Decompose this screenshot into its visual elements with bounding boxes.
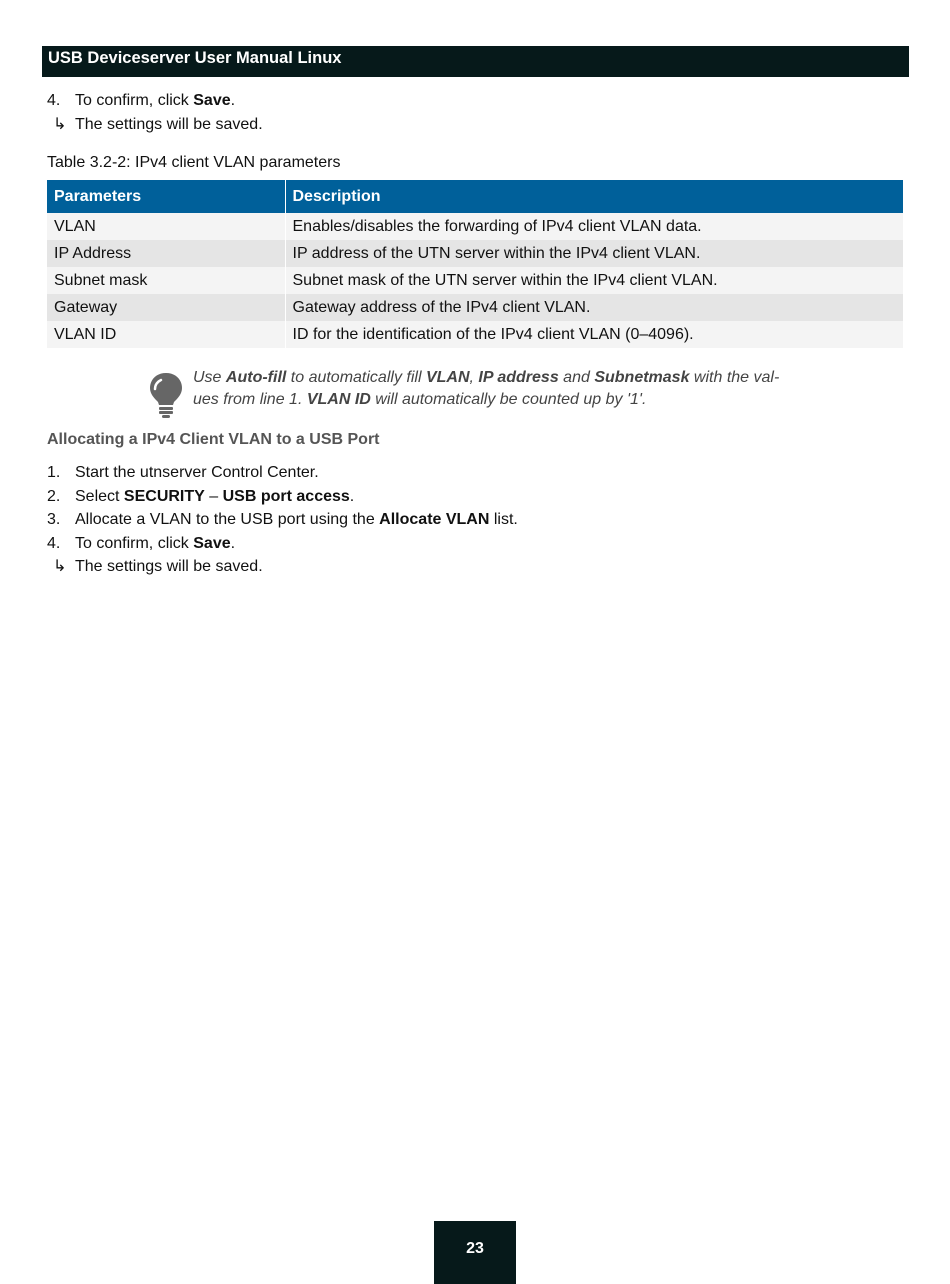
result-arrow-icon: ↳ [53, 116, 67, 133]
allocate-vlan-keyword: Allocate VLAN [379, 511, 490, 528]
result-text: The settings will be saved. [75, 116, 263, 133]
header-bar [42, 46, 909, 77]
table-row [47, 267, 903, 294]
save-keyword: Save [193, 92, 231, 109]
tip-text-part: will automatically be counted up by '1'. [370, 390, 647, 408]
step-number: 4. [47, 535, 61, 552]
table-row [47, 240, 903, 267]
table-caption: Table 3.2-2: IPv4 client VLAN parameters [47, 154, 341, 171]
tip-bold-vlan: VLAN [425, 369, 470, 386]
section-heading: Allocating a IPv4 Client VLAN to a USB Port [47, 431, 380, 448]
tip-text-part: , [469, 369, 479, 386]
tip-bold-vlan-id: VLAN ID [306, 390, 371, 408]
step-text-post: . [230, 535, 236, 552]
tip-note [193, 367, 813, 410]
tip-text-part: ues from line 1. [193, 390, 307, 408]
step-text [75, 487, 354, 507]
description-cell: Gateway address of the IPv4 client VLAN. [285, 294, 903, 321]
description-cell: Subnet mask of the UTN server within the IPv4 client VLAN. [285, 267, 903, 294]
page-number-box [434, 1221, 516, 1284]
tip-bold-autofill: Auto-fill [225, 369, 287, 386]
step-number: 1. [47, 464, 61, 481]
step-number: 4. [47, 92, 61, 109]
lightbulb-icon [149, 372, 183, 418]
step-text-post: list. [489, 511, 518, 528]
section-step-3 [47, 510, 518, 530]
param-cell: IP Address [47, 240, 285, 267]
tip-text-part: with the val- [689, 369, 780, 386]
step-number: 2. [47, 488, 61, 505]
step-text: Start the utnserver Control Center. [75, 464, 319, 481]
step-text-pre: To confirm, click [75, 92, 194, 109]
header-parameters: Parameters [47, 180, 285, 213]
page-number: 23 [466, 1240, 484, 1257]
section-step-4 [47, 534, 235, 554]
step-text-mid: – [204, 488, 223, 505]
step-text [75, 510, 518, 530]
step-text-pre: Select [75, 488, 124, 505]
manual-title: USB Deviceserver User Manual Linux [48, 49, 342, 67]
step-text-pre: Allocate a VLAN to the USB port using the [75, 511, 380, 528]
header-description: Description [285, 180, 903, 213]
table-row [47, 294, 903, 321]
section-result [47, 557, 263, 577]
step-text-post: . [230, 92, 236, 109]
step-text-post: . [349, 488, 355, 505]
tip-text-part: Use [193, 369, 226, 386]
table-row [47, 213, 903, 240]
description-cell: IP address of the UTN server within the IPv4 client VLAN. [285, 240, 903, 267]
description-cell: Enables/disables the forwarding of IPv4 client VLAN data. [285, 213, 903, 240]
step-4-top [47, 91, 235, 111]
step-number: 3. [47, 511, 61, 528]
save-keyword: Save [193, 535, 231, 552]
param-cell: Subnet mask [47, 267, 285, 294]
tip-text-part: and [558, 369, 595, 386]
step-text [75, 534, 235, 554]
table-header-row [47, 180, 903, 213]
section-step-1 [47, 463, 319, 483]
tip-text-part: to automatically fill [286, 369, 426, 386]
vlan-parameters-table [47, 180, 903, 348]
result-arrow-icon: ↳ [53, 558, 67, 575]
table-row [47, 321, 903, 348]
security-keyword: SECURITY [123, 488, 205, 505]
step-text-pre: To confirm, click [75, 535, 194, 552]
result-top [47, 115, 263, 135]
param-cell: VLAN [47, 213, 285, 240]
result-text: The settings will be saved. [75, 558, 263, 575]
param-cell: Gateway [47, 294, 285, 321]
tip-bold-ip-address: IP address [478, 369, 559, 386]
step-text [75, 91, 235, 111]
usb-port-access-keyword: USB port access [222, 488, 350, 505]
param-cell: VLAN ID [47, 321, 285, 348]
section-step-2 [47, 487, 354, 507]
description-cell: ID for the identification of the IPv4 client VLAN (0–4096). [285, 321, 903, 348]
tip-bold-subnetmask: Subnetmask [594, 369, 690, 386]
